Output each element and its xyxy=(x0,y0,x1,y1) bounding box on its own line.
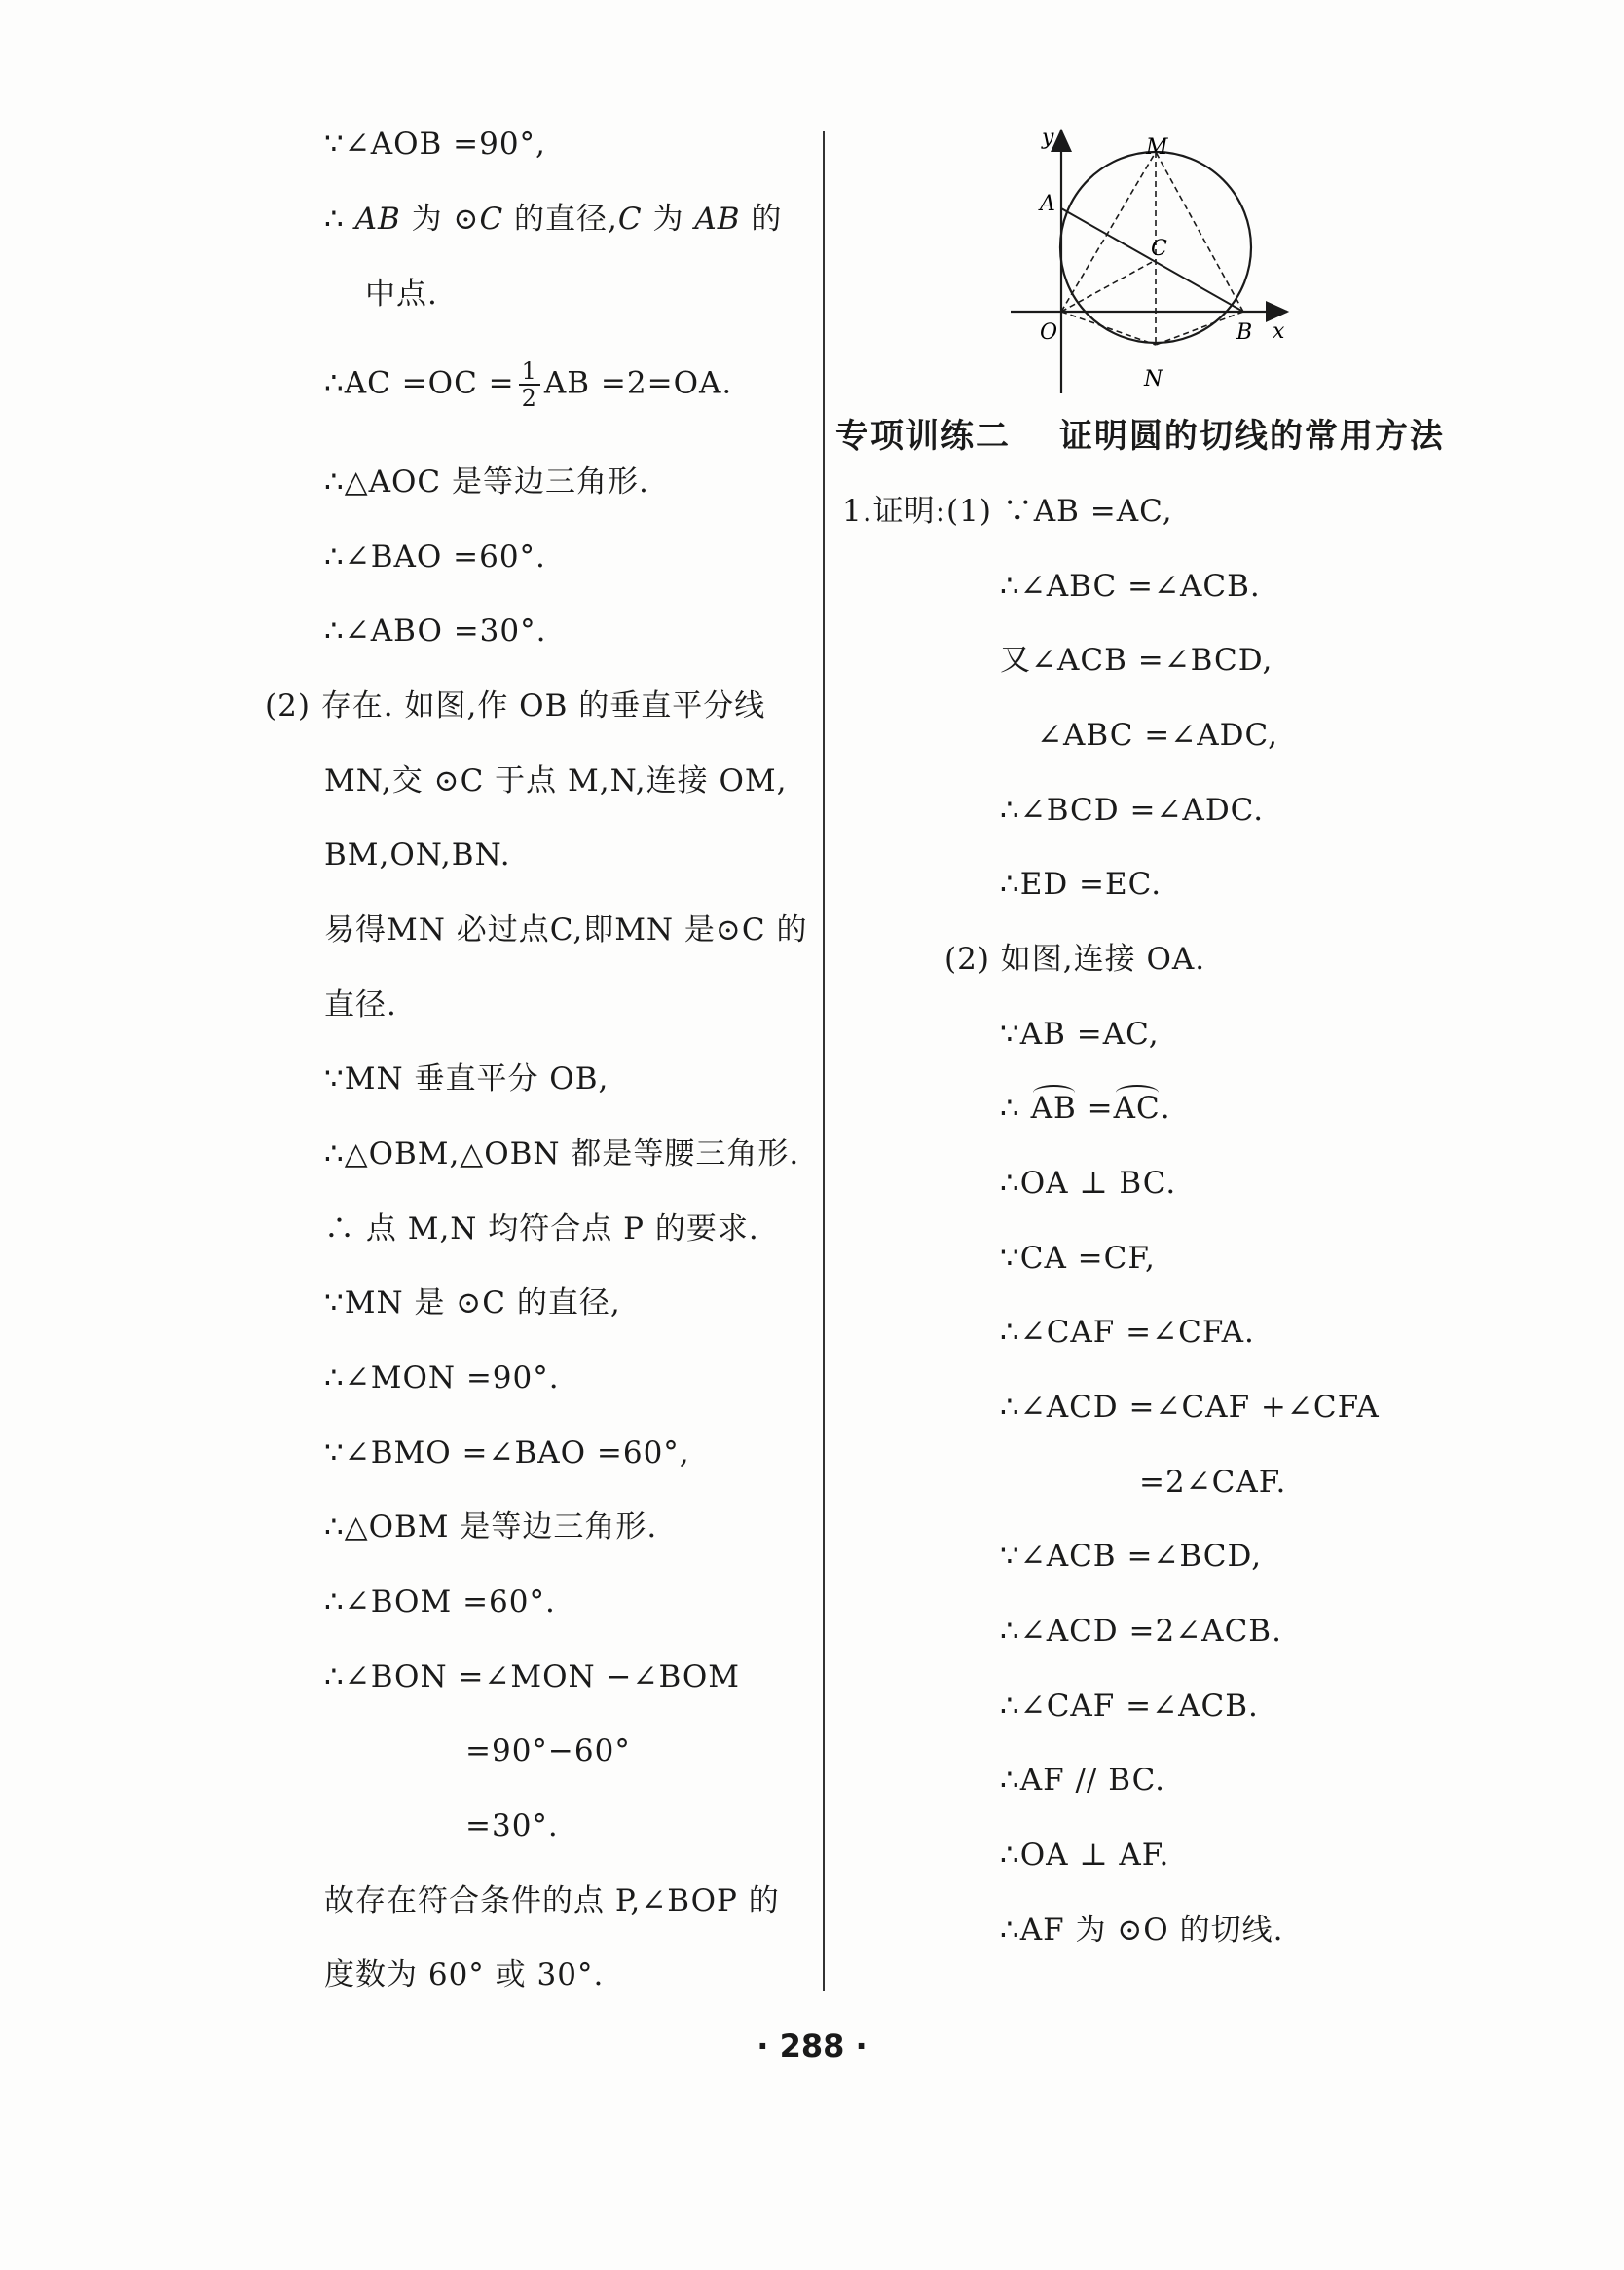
column-divider xyxy=(823,131,825,1991)
left-line-10: BM,ON,BN. xyxy=(324,837,511,873)
label-y: y xyxy=(1042,126,1054,150)
right-line-16: ∴∠ACD =2∠ACB. xyxy=(1000,1614,1282,1649)
left-line-3: 中点. xyxy=(365,277,438,312)
label-n: N xyxy=(1144,367,1163,391)
fraction-denominator: 2 xyxy=(521,385,537,412)
left-line-8: (2) 存在. 如图,作 OB 的垂直平分线 xyxy=(265,688,766,724)
right-line-10: ∴OA ⊥ BC. xyxy=(1000,1166,1177,1201)
arc-ac: AC xyxy=(1113,1091,1161,1126)
right-line-11: ∵CA =CF, xyxy=(1000,1241,1156,1276)
dashed-bn xyxy=(1156,312,1243,345)
left-line-15: ∴ 点 M,N 均符合点 P 的要求. xyxy=(324,1211,759,1247)
page-number: · 288 · xyxy=(757,2028,867,2065)
section-title: 专项训练二 证明圆的切线的常用方法 xyxy=(835,417,1445,456)
left-line-9: MN,交 ⊙C 于点 M,N,连接 OM, xyxy=(324,763,788,799)
text-segment: = xyxy=(1076,1091,1114,1126)
left-line-12: 直径. xyxy=(324,987,397,1023)
left-line-23: =30°. xyxy=(465,1808,559,1843)
right-line-17: ∴∠CAF =∠ACB. xyxy=(1000,1689,1259,1724)
label-c: C xyxy=(1151,237,1167,261)
text-segment: ∴AC =OC = xyxy=(324,365,515,401)
left-line-11: 易得MN 必过点C,即MN 是⊙C 的 xyxy=(324,912,808,948)
left-line-21: ∴∠BON =∠MON −∠BOM xyxy=(324,1659,740,1694)
left-line-19: ∴△OBM 是等边三角形. xyxy=(324,1509,658,1544)
text-segment: 的直径, xyxy=(503,202,618,237)
left-line-22: =90°−60° xyxy=(465,1733,631,1768)
text-segment: AB xyxy=(354,202,401,237)
left-line-13: ∵MN 垂直平分 OB, xyxy=(324,1061,609,1097)
text-segment: AB xyxy=(694,202,741,237)
text-segment: 的 xyxy=(740,202,783,237)
left-line-25: 度数为 60° 或 30°. xyxy=(324,1957,605,1992)
left-line-5: ∴△AOC 是等边三角形. xyxy=(324,465,649,500)
text-segment: AB =2=OA. xyxy=(543,365,733,401)
dashed-oc xyxy=(1061,260,1156,312)
left-line-17: ∴∠MON =90°. xyxy=(324,1360,560,1395)
left-line-20: ∴∠BOM =60°. xyxy=(324,1584,556,1619)
right-line-20: ∴AF 为 ⊙O 的切线. xyxy=(1000,1913,1284,1948)
label-m: M xyxy=(1146,135,1168,160)
text-segment: ∴ xyxy=(1000,1091,1031,1126)
right-line-14: =2∠CAF. xyxy=(1139,1465,1287,1500)
label-a: A xyxy=(1040,192,1055,216)
right-line-2: ∴∠ABC =∠ACB. xyxy=(1000,569,1261,604)
left-line-4 xyxy=(324,358,732,411)
right-line-7: (2) 如图,连接 OA. xyxy=(944,942,1206,977)
right-line-1: 1.证明:(1) ∵AB =AC, xyxy=(842,494,1173,529)
text-segment: 为 ⊙ xyxy=(400,202,480,237)
right-line-13: ∴∠ACD =∠CAF +∠CFA xyxy=(1000,1390,1380,1425)
dashed-on xyxy=(1061,312,1156,345)
label-x: x xyxy=(1273,319,1285,344)
text-segment: C xyxy=(617,202,643,237)
text-segment: . xyxy=(1160,1091,1171,1126)
text-segment: ∴ xyxy=(324,202,355,237)
right-line-4: ∠ABC =∠ADC, xyxy=(1037,718,1278,753)
label-b: B xyxy=(1236,320,1253,345)
dashed-om xyxy=(1061,152,1156,312)
right-line-19: ∴OA ⊥ AF. xyxy=(1000,1838,1170,1873)
right-line-3: 又∠ACB =∠BCD, xyxy=(1000,643,1273,678)
text-segment: 为 xyxy=(642,202,695,237)
right-line-18: ∴AF // BC. xyxy=(1000,1763,1166,1798)
left-line-7: ∴∠ABO =30°. xyxy=(324,614,547,649)
right-line-9 xyxy=(1000,1089,1171,1128)
right-line-8: ∵AB =AC, xyxy=(1000,1017,1160,1052)
text-segment: C xyxy=(479,202,504,237)
fraction xyxy=(519,358,540,411)
right-line-15: ∵∠ACB =∠BCD, xyxy=(1000,1539,1263,1574)
arc-ab: AB xyxy=(1030,1091,1077,1126)
left-line-2 xyxy=(324,200,782,239)
fraction-numerator: 1 xyxy=(519,358,540,386)
left-line-18: ∵∠BMO =∠BAO =60°, xyxy=(324,1435,690,1470)
right-line-5: ∴∠BCD =∠ADC. xyxy=(1000,793,1265,828)
left-line-6: ∴∠BAO =60°. xyxy=(324,540,546,575)
label-o: O xyxy=(1040,320,1058,345)
left-line-24: 故存在符合条件的点 P,∠BOP 的 xyxy=(324,1883,780,1918)
left-line-16: ∵MN 是 ⊙C 的直径, xyxy=(324,1285,621,1321)
left-line-1: ∵∠AOB =90°, xyxy=(324,127,546,162)
right-line-6: ∴ED =EC. xyxy=(1000,867,1163,902)
circle-geometry-figure xyxy=(1003,119,1295,396)
left-line-14: ∴△OBM,△OBN 都是等腰三角形. xyxy=(324,1136,800,1172)
right-line-12: ∴∠CAF =∠CFA. xyxy=(1000,1315,1255,1350)
